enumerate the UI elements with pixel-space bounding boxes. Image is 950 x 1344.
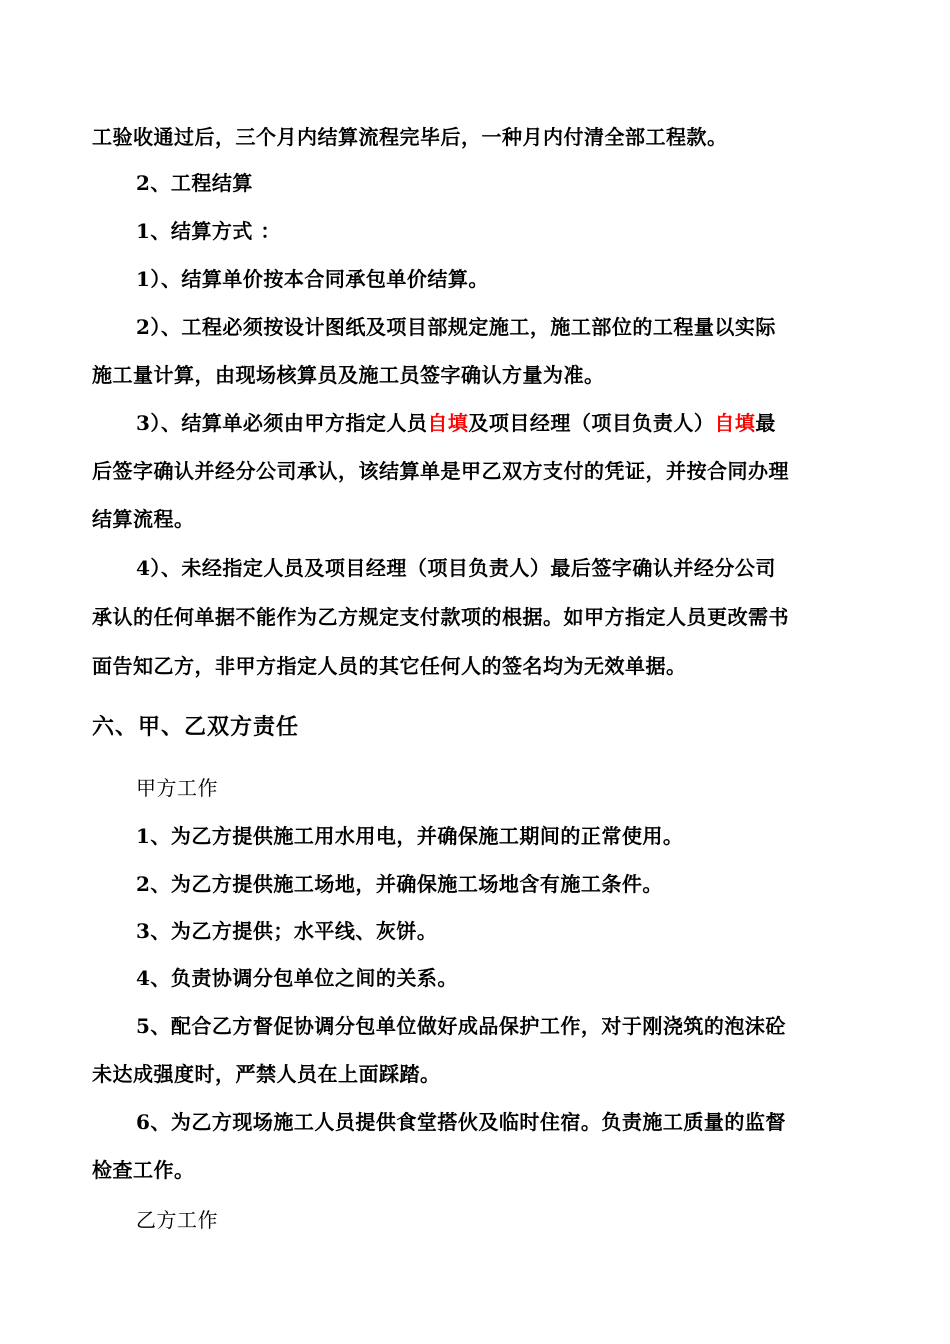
fill-in-highlight: 自填 [714,411,756,435]
fill-in-highlight: 自填 [427,411,469,435]
text-segment: 最 [755,411,776,435]
paragraph-line: 工验收通过后，三个月内结算流程完毕后，一种月内付清全部工程款。 [92,125,728,149]
paragraph-line: 1）、结算单价按本合同承包单价结算。 [136,267,489,291]
list-item: 5、配合乙方督促协调分包单位做好成品保护工作，对于刚浇筑的泡沫砼 [136,1014,786,1038]
list-item-continuation: 检查工作。 [92,1158,195,1182]
list-item-continuation: 未达成强度时，严禁人员在上面踩踏。 [92,1062,441,1086]
subsection-heading-method: 1、结算方式 ： [136,219,281,243]
list-item: 2、为乙方提供施工场地，并确保施工场地含有施工条件。 [136,872,663,896]
list-item: 6、为乙方现场施工人员提供食堂搭伙及临时住宿。负责施工质量的监督 [136,1110,786,1134]
paragraph-line: 面告知乙方，非甲方指定人员的其它任何人的签名均为无效单据。 [92,654,687,678]
paragraph-line: 2）、工程必须按设计图纸及项目部规定施工，施工部位的工程量以实际 [136,315,776,339]
paragraph-line: 4）、未经指定人员及项目经理（项目负责人）最后签字确认并经分公司 [136,556,776,580]
paragraph-line: 结算流程。 [92,507,195,531]
subsection-heading-party-a: 甲方工作 [136,776,218,800]
paragraph-line-with-highlights [136,410,916,436]
paragraph-line: 后签字确认并经分公司承认，该结算单是甲乙双方支付的凭证，并按合同办理 [92,459,789,483]
paragraph-line: 施工量计算，由现场核算员及施工员签字确认方量为准。 [92,363,605,387]
section-heading-responsibilities: 六、甲、乙双方责任 [92,714,300,740]
subsection-heading-party-b: 乙方工作 [136,1208,218,1232]
text-segment: 及项目经理（项目负责人） [468,411,715,435]
list-item: 4、负责协调分包单位之间的关系。 [136,966,458,990]
list-item: 1、为乙方提供施工用水用电，并确保施工期间的正常使用。 [136,824,684,848]
section-heading-settlement: 2、工程结算 [136,171,253,195]
paragraph-line: 承认的任何单据不能作为乙方规定支付款项的根据。如甲方指定人员更改需书 [92,605,789,629]
text-segment: 3）、结算单必须由甲方指定人员 [136,411,428,435]
list-item: 3、为乙方提供；水平线、灰饼。 [136,919,438,943]
